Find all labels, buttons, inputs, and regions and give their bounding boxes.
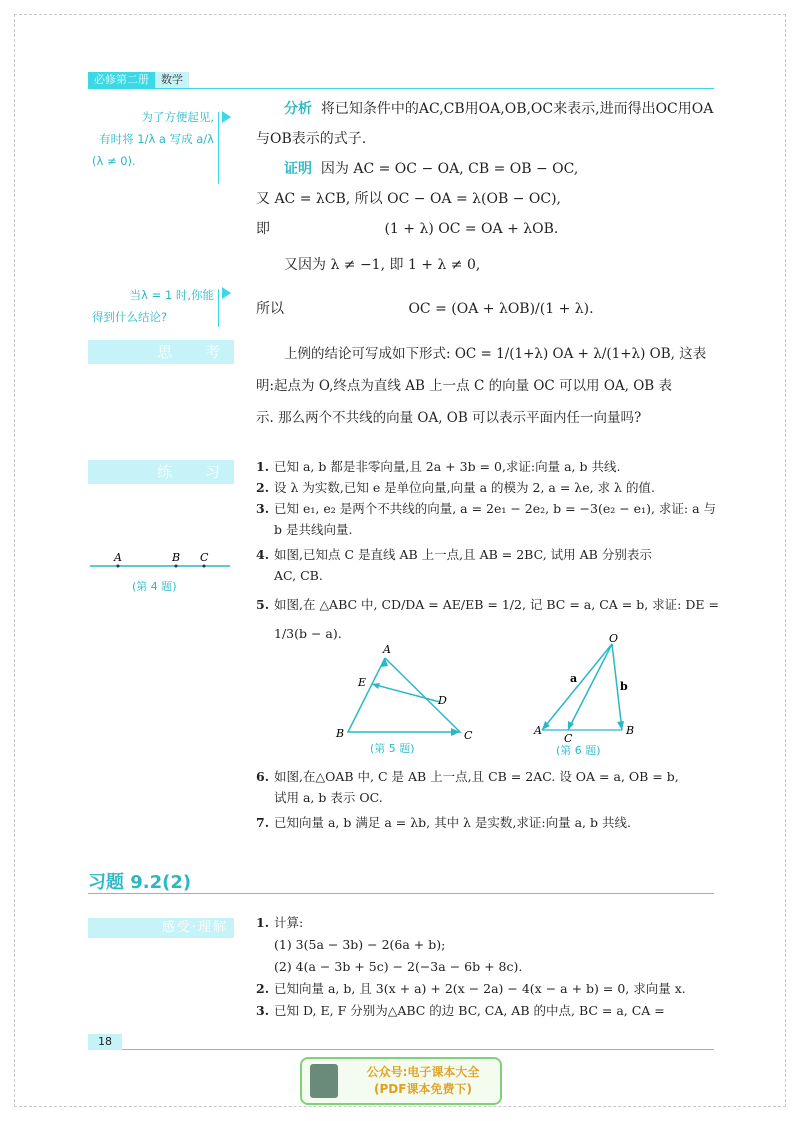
perceive-bar: [88, 918, 234, 938]
fig6-caption: (第 6 题): [556, 744, 601, 757]
practice-bar: [88, 460, 234, 484]
think-line-1: 上例的结论可写成如下形式: OC = 1/(1+λ) OA + λ/(1+λ) OB, 这表: [284, 346, 707, 362]
problem-item: [256, 912, 720, 934]
problem-item: [256, 934, 720, 956]
problem-text: (1) 3(5a − 3b) − 2(6a + b);: [274, 937, 446, 952]
proof-keyword: 证明: [284, 161, 312, 177]
problem-text: 已知 D, E, F 分别为△ABC 的边 BC, CA, AB 的中点, BC = a, CA =: [274, 1003, 665, 1018]
proof-eq-5: OC = (OA + λOB)/(1 + λ).: [408, 301, 594, 317]
fig6-label-c: C: [564, 732, 573, 745]
problem-number: 1.: [256, 915, 270, 930]
proof-text-1: 因为 AC = OC − OA, CB = OB − OC,: [320, 161, 579, 177]
problem-number: 3.: [256, 1003, 270, 1018]
analysis-text: 将已知条件中的AC,CB用OA,OB,OC来表示,进而得出OC用OA与OB表示的式子.: [256, 101, 714, 147]
fig5-caption: (第 5 题): [370, 742, 415, 755]
exercise-item: [256, 544, 720, 586]
think-line-3: 示. 那么两个不共线的向量 OA, OB 可以表示平面内任一向量吗?: [256, 410, 642, 426]
fig5-arrow-bc: [451, 728, 460, 736]
fig4-dot-b: [175, 565, 178, 568]
proof-eq-3: (1 + λ) OC = OA + λOB.: [384, 221, 559, 237]
watermark-line-1: 公众号:电子课本大全: [366, 1065, 480, 1079]
fig6-label-vec-b: b: [620, 680, 628, 693]
fig4-dot-a: [117, 565, 120, 568]
fig5-label-a: A: [383, 643, 391, 656]
think-bar: [88, 340, 234, 364]
exercise-item: [256, 812, 720, 833]
proof-line-5: [256, 294, 716, 324]
figure-5: [330, 640, 480, 760]
exercise-text-cont: 1/3(b − a).: [274, 626, 342, 641]
fig4-caption: (第 4 题): [132, 580, 177, 593]
problem-item: [256, 1000, 720, 1022]
footer-rule: [122, 1049, 714, 1050]
fig4-dot-c: [203, 565, 206, 568]
exercise-number: 2.: [256, 480, 270, 495]
exercise-text: 如图,在 △ABC 中, CD/DA = AE/EB = 1/2, 记 BC = a, CA = b, 求证: DE =: [274, 597, 719, 612]
proof-line-1: [256, 154, 716, 184]
margin-bracket-1: [218, 112, 219, 184]
exercise-number: 4.: [256, 547, 270, 562]
note2-line2: 得到什么结论?: [92, 310, 168, 324]
problem-text: 已知向量 a, b, 且 3(x + a) + 2(x − 2a) − 4(x − a + b) = 0, 求向量 x.: [274, 981, 686, 996]
think-label: 思 考: [157, 343, 234, 361]
exercise-item: [256, 594, 720, 644]
exercise-list-2: [256, 766, 720, 833]
section-rule: [88, 893, 714, 894]
problem-number: 2.: [256, 981, 270, 996]
analysis-line: [256, 94, 716, 154]
exercise-number: 7.: [256, 815, 270, 830]
exercise-text: 已知 e₁, e₂ 是两个不共线的向量, a = 2e₁ − 2e₂, b = −3(e₂ − e₁), 求证: a 与: [274, 501, 717, 516]
exercise-text: 设 λ 为实数,已知 e 是单位向量,向量 a 的模为 2, a = λe, 求 λ 的值.: [274, 480, 655, 495]
exercise-number: 3.: [256, 501, 270, 516]
margin-pointer-2: [222, 287, 231, 299]
exercise-text: 已知向量 a, b 满足 a = λb, 其中 λ 是实数,求证:向量 a, b 共线.: [274, 815, 631, 830]
exercise-number: 1.: [256, 459, 270, 474]
think-block: [256, 338, 718, 434]
exercise-text: 已知 a, b 都是非零向量,且 2a + 3b = 0,求证:向量 a, b 共线.: [274, 459, 621, 474]
header-rule: [88, 88, 714, 89]
watermark-text: [346, 1064, 500, 1098]
margin-note-1: [84, 106, 214, 172]
margin-note-2: [84, 284, 214, 328]
exercise-item: [256, 477, 720, 498]
page-number: 18: [88, 1034, 122, 1050]
fig6-label-a: A: [534, 724, 542, 737]
fig6-arrow-c: [568, 721, 574, 730]
fig5-segment-de: [372, 684, 440, 702]
exercise-list: [256, 456, 720, 644]
fig6-label-o: O: [609, 632, 619, 645]
fig5-arrow-de: [372, 683, 380, 689]
running-header: [88, 72, 189, 88]
fig5-label-b: B: [336, 727, 345, 740]
exercise-text-cont: b 是共线向量.: [274, 522, 353, 537]
book-label: 必修第二册: [88, 72, 155, 88]
proof-line-2: 又 AC = λCB, 所以 OC − OA = λ(OB − OC),: [256, 191, 561, 207]
exercise-item: [256, 766, 720, 808]
practice-label: 练 习: [157, 463, 234, 481]
section-title: 习题 9.2(2): [88, 872, 192, 893]
note2-line1: 当λ = 1 时,你能: [129, 288, 214, 302]
exercise-number: 6.: [256, 769, 270, 784]
problem-item: [256, 978, 720, 1000]
fig6-arrow-b: [617, 721, 624, 730]
fig4-label-a: A: [114, 551, 122, 564]
problem-text: (2) 4(a − 3b + 5c) − 2(−3a − 6b + 8c).: [274, 959, 523, 974]
fig5-label-d: D: [438, 694, 447, 707]
figure-4: [88, 548, 234, 598]
exercise-text: 如图,已知点 C 是直线 AB 上一点,且 AB = 2BC, 试用 AB 分别表示: [274, 547, 652, 562]
analysis-keyword: 分析: [284, 101, 312, 117]
problem-item: [256, 956, 720, 978]
figure-6: [530, 632, 640, 762]
proof-line-4: 又因为 λ ≠ −1, 即 1 + λ ≠ 0,: [284, 257, 481, 273]
subject-label: 数学: [155, 72, 189, 88]
proof-lead-5: 所以: [256, 301, 284, 317]
problem-text: 计算:: [274, 915, 304, 930]
proof-block: [256, 94, 716, 324]
exercise-item: [256, 456, 720, 477]
exercise-item: [256, 498, 720, 540]
fig5-label-e: E: [358, 676, 367, 689]
exercise-text: 如图,在△OAB 中, C 是 AB 上一点,且 CB = 2AC. 设 OA = a, OB = b,: [274, 769, 679, 784]
fig6-label-b: B: [626, 724, 635, 737]
fig6-label-vec-a: a: [570, 672, 578, 685]
watermark-badge: [300, 1057, 502, 1105]
perceive-label: 感受·理解: [161, 920, 228, 935]
fig6-vector-oc: [568, 644, 612, 730]
fig4-label-c: C: [200, 551, 209, 564]
fig6-vector-oa: [542, 644, 612, 730]
think-line-2: 明:起点为 O,终点为直线 AB 上一点 C 的向量 OC 可以用 OA, OB 表: [256, 378, 673, 394]
proof-line-3: [256, 214, 716, 244]
proof-lead-3: 即: [256, 221, 270, 237]
exercise-number: 5.: [256, 597, 270, 612]
fig4-label-b: B: [172, 551, 181, 564]
problem-list: [256, 912, 720, 1022]
margin-bracket-2: [218, 289, 219, 327]
exercise-text-cont: AC, CB.: [274, 568, 323, 583]
margin-pointer-1: [222, 111, 231, 123]
exercise-text-cont: 试用 a, b 表示 OC.: [274, 790, 383, 805]
note1-line2: 有时将 1/λ a 写成 a/λ: [99, 132, 214, 146]
fig5-label-c: C: [464, 729, 473, 742]
note1-line1: 为了方便起见,: [141, 110, 214, 124]
note1-line3: (λ ≠ 0).: [92, 154, 136, 168]
book-logo-icon: [310, 1064, 338, 1098]
watermark-line-2: (PDF课本免费下): [374, 1082, 472, 1096]
